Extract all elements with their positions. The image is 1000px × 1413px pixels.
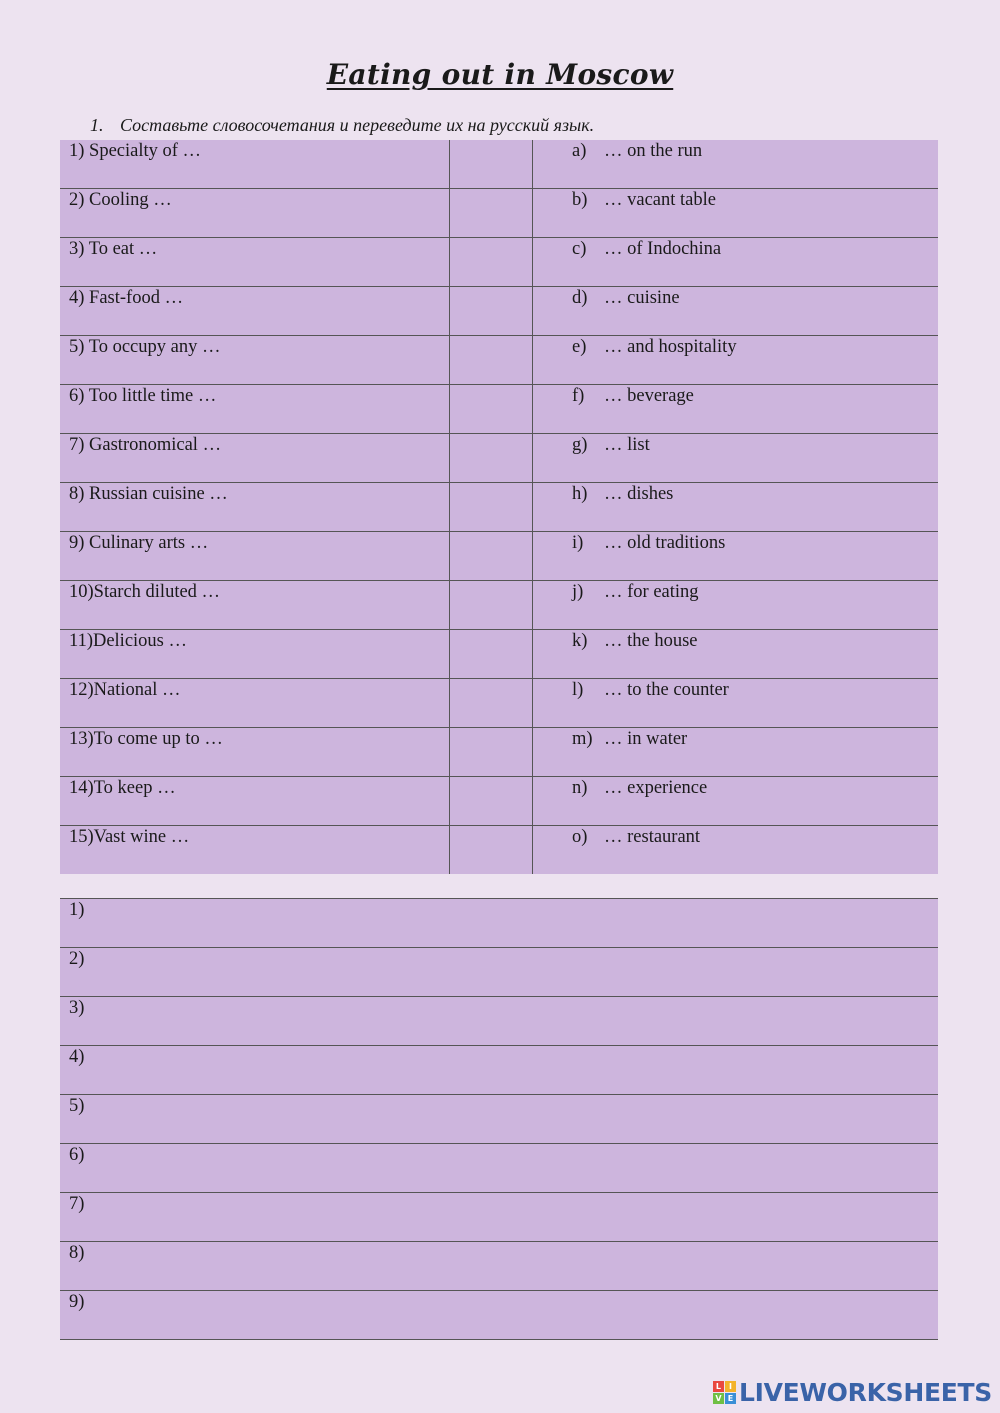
- match-answer-cell[interactable]: [450, 630, 533, 679]
- logo-icon-square: V: [713, 1393, 724, 1404]
- left-phrase: 4) Fast-food …: [60, 287, 450, 336]
- left-phrase: 5) To occupy any …: [60, 336, 450, 385]
- matching-table: [60, 140, 938, 874]
- right-phrase-letter: e): [572, 337, 587, 357]
- answer-row[interactable]: [60, 1242, 938, 1291]
- right-phrase-text: … and hospitality: [604, 337, 737, 357]
- right-phrase-text: … beverage: [604, 386, 694, 406]
- left-phrase: 14)To keep …: [60, 777, 450, 826]
- right-phrase-text: … in water: [604, 729, 688, 749]
- left-phrase: 10)Starch diluted …: [60, 581, 450, 630]
- match-answer-cell[interactable]: [450, 679, 533, 728]
- left-phrase: 11)Delicious …: [60, 630, 450, 679]
- right-phrase: [533, 581, 939, 630]
- right-phrase-letter: o): [572, 827, 588, 847]
- left-phrase: 12)National …: [60, 679, 450, 728]
- right-phrase-text: … dishes: [604, 484, 674, 504]
- matching-row: [60, 385, 938, 434]
- matching-row: [60, 581, 938, 630]
- matching-row: [60, 679, 938, 728]
- right-phrase-text: … of Indochina: [604, 239, 722, 259]
- matching-row: [60, 287, 938, 336]
- right-phrase-letter: l): [572, 680, 584, 700]
- match-answer-cell[interactable]: [450, 385, 533, 434]
- matching-row: [60, 532, 938, 581]
- right-phrase-text: … list: [604, 435, 650, 455]
- match-answer-cell[interactable]: [450, 777, 533, 826]
- left-phrase: 9) Culinary arts …: [60, 532, 450, 581]
- right-phrase: [533, 238, 939, 287]
- answer-row[interactable]: [60, 1193, 938, 1242]
- matching-row: [60, 483, 938, 532]
- right-phrase: [533, 483, 939, 532]
- answer-row-number: 8): [60, 1242, 938, 1291]
- answer-row-number: 7): [60, 1193, 938, 1242]
- right-phrase: [533, 679, 939, 728]
- answer-row[interactable]: [60, 1095, 938, 1144]
- right-phrase: [533, 532, 939, 581]
- right-phrase-text: … cuisine: [604, 288, 680, 308]
- logo-text: LIVEWORKSHEETS: [738, 1378, 992, 1407]
- liveworksheets-logo-icon: [713, 1381, 736, 1404]
- right-phrase: [533, 728, 939, 777]
- left-phrase: 15)Vast wine …: [60, 826, 450, 875]
- instruction: [90, 115, 594, 136]
- worksheet-title: Eating out in Moscow: [326, 58, 674, 91]
- match-answer-cell[interactable]: [450, 189, 533, 238]
- right-phrase-letter: d): [572, 288, 588, 308]
- answer-row[interactable]: [60, 899, 938, 948]
- right-phrase-letter: g): [572, 435, 588, 455]
- logo-icon-square: I: [725, 1381, 736, 1392]
- right-phrase-text: … experience: [604, 778, 708, 798]
- right-phrase-text: … old traditions: [604, 533, 726, 553]
- answer-row-number: 2): [60, 948, 938, 997]
- logo-icon-square: E: [725, 1393, 736, 1404]
- match-answer-cell[interactable]: [450, 434, 533, 483]
- left-phrase: 7) Gastronomical …: [60, 434, 450, 483]
- answer-row-number: 4): [60, 1046, 938, 1095]
- right-phrase-text: … vacant table: [604, 190, 716, 210]
- left-phrase: 8) Russian cuisine …: [60, 483, 450, 532]
- right-phrase-letter: h): [572, 484, 588, 504]
- matching-row: [60, 189, 938, 238]
- match-answer-cell[interactable]: [450, 728, 533, 777]
- right-phrase: [533, 189, 939, 238]
- matching-row: [60, 434, 938, 483]
- right-phrase: [533, 140, 939, 189]
- right-phrase: [533, 630, 939, 679]
- right-phrase: [533, 434, 939, 483]
- answer-row[interactable]: [60, 997, 938, 1046]
- right-phrase-letter: j): [572, 582, 584, 602]
- matching-row: [60, 336, 938, 385]
- matching-row: [60, 777, 938, 826]
- right-phrase: [533, 385, 939, 434]
- match-answer-cell[interactable]: [450, 532, 533, 581]
- answer-row-number: 6): [60, 1144, 938, 1193]
- match-answer-cell[interactable]: [450, 336, 533, 385]
- instruction-number: 1.: [90, 115, 104, 135]
- matching-row: [60, 140, 938, 189]
- matching-row: [60, 630, 938, 679]
- right-phrase: [533, 287, 939, 336]
- left-phrase: 2) Cooling …: [60, 189, 450, 238]
- answer-table: [60, 898, 938, 1340]
- answer-row[interactable]: [60, 1291, 938, 1340]
- answer-row-number: 5): [60, 1095, 938, 1144]
- match-answer-cell[interactable]: [450, 826, 533, 875]
- liveworksheets-logo: [713, 1378, 992, 1407]
- matching-row: [60, 826, 938, 875]
- answer-row[interactable]: [60, 1144, 938, 1193]
- left-phrase: 6) Too little time …: [60, 385, 450, 434]
- match-answer-cell[interactable]: [450, 238, 533, 287]
- right-phrase: [533, 777, 939, 826]
- right-phrase-letter: n): [572, 778, 588, 798]
- right-phrase-letter: i): [572, 533, 584, 553]
- right-phrase-text: … restaurant: [604, 827, 701, 847]
- right-phrase-letter: b): [572, 190, 588, 210]
- right-phrase-text: … the house: [604, 631, 698, 651]
- right-phrase-letter: c): [572, 239, 587, 259]
- right-phrase-letter: k): [572, 631, 588, 651]
- matching-row: [60, 238, 938, 287]
- logo-icon-square: L: [713, 1381, 724, 1392]
- matching-row: [60, 728, 938, 777]
- answer-row[interactable]: [60, 948, 938, 997]
- match-answer-cell[interactable]: [450, 140, 533, 189]
- right-phrase-letter: f): [572, 386, 585, 406]
- right-phrase: [533, 826, 939, 875]
- right-phrase-text: … on the run: [604, 141, 703, 161]
- left-phrase: 3) To eat …: [60, 238, 450, 287]
- match-answer-cell[interactable]: [450, 483, 533, 532]
- right-phrase-letter: a): [572, 141, 587, 161]
- answer-row[interactable]: [60, 1046, 938, 1095]
- match-answer-cell[interactable]: [450, 581, 533, 630]
- instruction-text: Составьте словосочетания и переведите их на русский язык.: [120, 115, 595, 135]
- answer-row-number: 1): [60, 899, 938, 948]
- left-phrase: 1) Specialty of …: [60, 140, 450, 189]
- left-phrase: 13)To come up to …: [60, 728, 450, 777]
- right-phrase-text: … for eating: [604, 582, 699, 602]
- match-answer-cell[interactable]: [450, 287, 533, 336]
- answer-row-number: 9): [60, 1291, 938, 1340]
- right-phrase-text: … to the counter: [604, 680, 729, 700]
- right-phrase-letter: m): [572, 729, 593, 749]
- answer-row-number: 3): [60, 997, 938, 1046]
- right-phrase: [533, 336, 939, 385]
